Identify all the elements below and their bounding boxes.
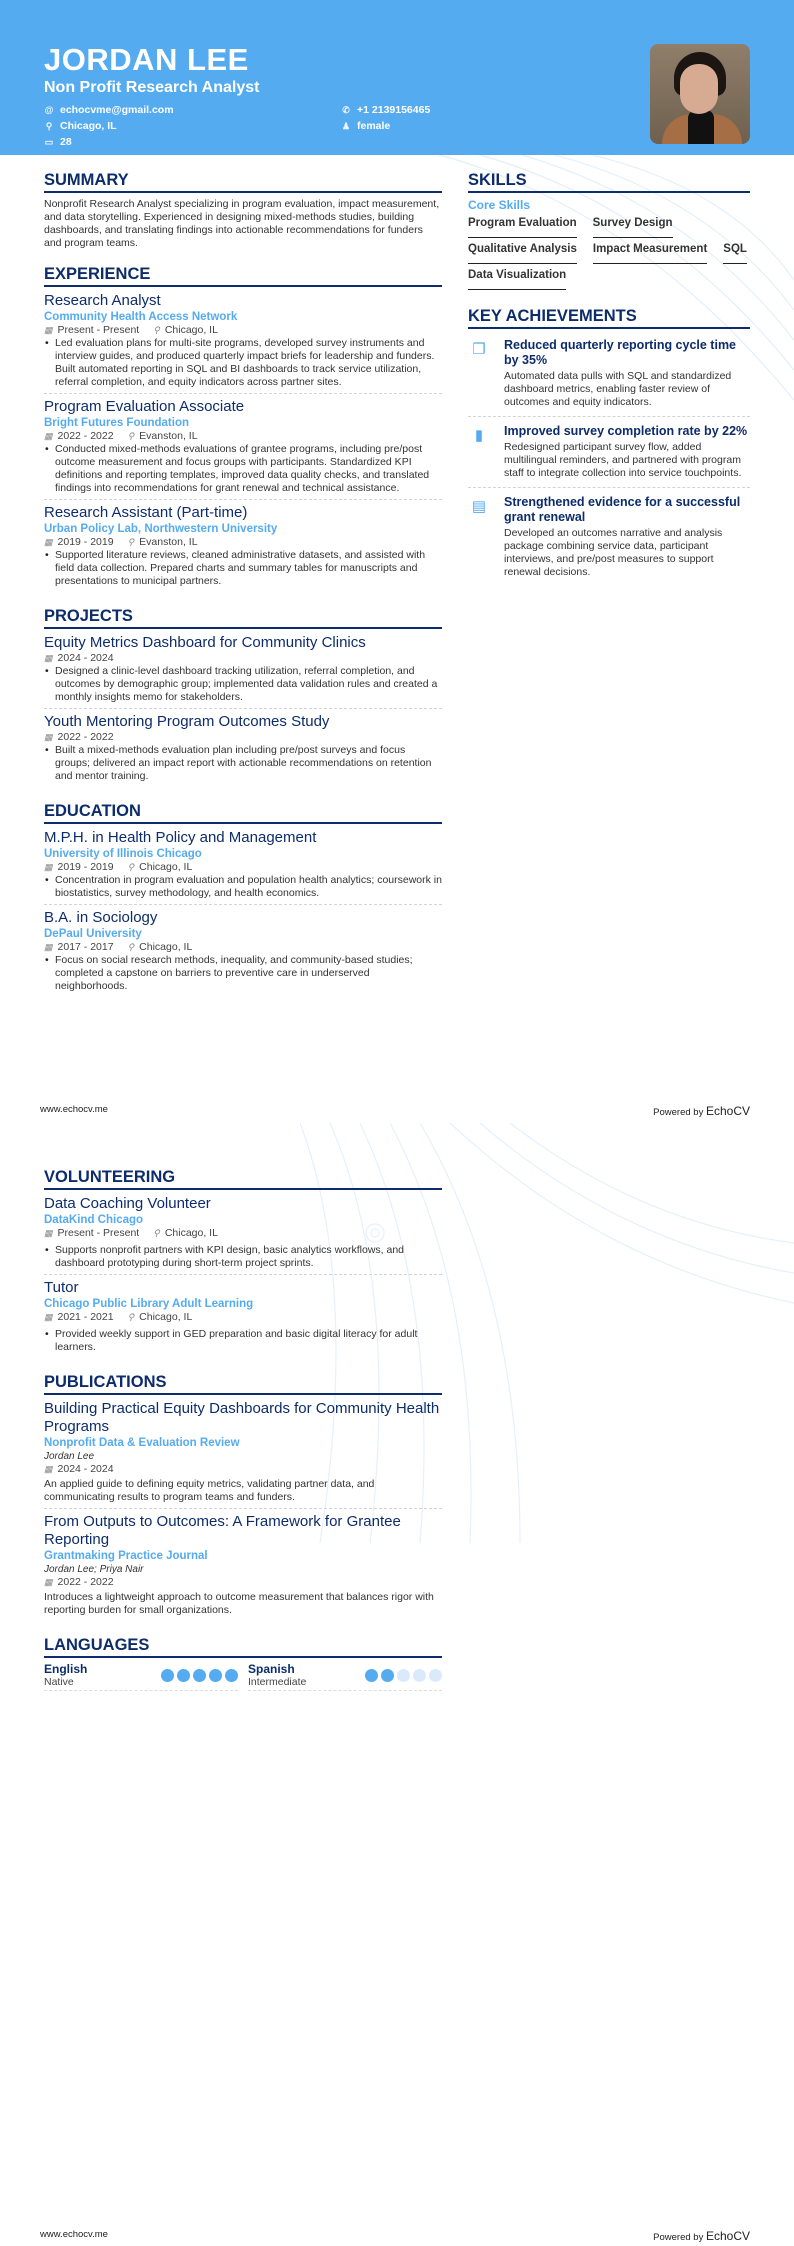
dates: Present - Present — [57, 324, 140, 336]
skill-tag: SQL — [723, 240, 747, 264]
calendar-icon: ▦ — [44, 1464, 53, 1474]
rating-dot-filled — [225, 1669, 238, 1682]
language-item — [248, 1663, 442, 1691]
rating-dot-filled — [381, 1669, 394, 1682]
language-level: Native — [44, 1676, 74, 1688]
languages-section — [44, 1635, 442, 1691]
location-pin-icon: ⚲ — [153, 1228, 160, 1238]
dates: 2024 - 2024 — [57, 1463, 114, 1475]
summary-text: Nonprofit Research Analyst specializing in program evaluation, impact measurement, and data storytelling. Experienced in designing mixed-methods studies, building dashboards, and translating findings into actionable recommendations for funders and program teams. — [44, 198, 440, 249]
skill-tag: Program Evaluation — [468, 214, 577, 238]
bullet: • Focus on social research methods, inequality, and community-based studies; completed a capstone on barriers to preventive care in underserved neighborhoods. — [44, 954, 442, 993]
volunteer-role: Tutor — [44, 1279, 79, 1296]
volunteer-role: Data Coaching Volunteer — [44, 1195, 211, 1212]
section-heading: EXPERIENCE — [44, 264, 442, 287]
section-heading: LANGUAGES — [44, 1635, 442, 1658]
education-item — [44, 909, 442, 997]
gender-text: female — [357, 120, 391, 132]
skill-tag: Impact Measurement — [593, 240, 707, 264]
footer-powered — [653, 1104, 750, 1118]
company-name: Bright Futures Foundation — [44, 417, 190, 429]
bullet: • Led evaluation plans for multi-site programs, developed survey instruments and interview guides, and produced quarterly impact briefs for leadership and funders. Built automated reporting in SQL and BI dashboards to track service utilization, referral completion, and equity indicators across partner sites. — [44, 337, 442, 389]
experience-section — [44, 264, 442, 592]
dates: Present - Present — [57, 1227, 140, 1239]
location: Evanston, IL — [139, 536, 198, 548]
skill-tag: Qualitative Analysis — [468, 240, 577, 264]
contact-location — [44, 119, 341, 133]
location-pin-icon: ⚲ — [127, 862, 135, 872]
section-heading: PUBLICATIONS — [44, 1372, 442, 1395]
publication-title: From Outputs to Outcomes: A Framework for Grantee Reporting — [44, 1513, 401, 1548]
job-title: Research Assistant (Part-time) — [44, 504, 248, 521]
location-pin-icon: ⚲ — [127, 1312, 135, 1322]
bullet: • Concentration in program evaluation and population health analytics; coursework in biostatistics, survey methodology, and health economics. — [44, 874, 442, 900]
section-heading: PROJECTS — [44, 606, 442, 629]
section-heading: VOLUNTEERING — [44, 1167, 442, 1190]
achievement-title: Reduced quarterly reporting cycle time by 35% — [504, 338, 737, 367]
achievement-title: Improved survey completion rate by 22% — [504, 424, 748, 438]
page-footer — [40, 1104, 750, 1118]
rating-dot-filled — [193, 1669, 206, 1682]
calendar-icon: ▦ — [44, 1312, 53, 1322]
publication-item — [44, 1513, 442, 1621]
calendar-icon: ▦ — [44, 537, 53, 547]
clipboard-check-icon: ❐ — [472, 341, 486, 358]
achievement-title: Strengthened evidence for a successful grant renewal — [504, 495, 741, 524]
person-icon: ♟ — [341, 120, 351, 131]
location: Chicago, IL — [164, 324, 218, 336]
bullet: • Conducted mixed-methods evaluations of grantee programs, including pre/post outcome measurement and focus groups with participants. Standardized KPI definitions and reporting templates, improved data quality checks, and translated findings into recommendations for grant renewal and technical assistance. — [44, 443, 442, 495]
project-item — [44, 634, 442, 709]
achievement-item — [468, 420, 750, 488]
contact-age — [44, 135, 341, 149]
projects-section — [44, 606, 442, 787]
volunteer-item — [44, 1195, 442, 1275]
skills-group-title: Core Skills — [468, 198, 531, 212]
achievement-item — [468, 491, 750, 586]
calendar-chart-icon: ▤ — [471, 498, 487, 515]
authors: Jordan Lee — [44, 1451, 95, 1462]
dates: 2021 - 2021 — [57, 1311, 114, 1323]
rating-dot-empty — [429, 1669, 442, 1682]
publications-section — [44, 1372, 442, 1621]
skills-section — [468, 170, 750, 292]
publication-item — [44, 1400, 442, 1509]
project-title: Equity Metrics Dashboard for Community Clinics — [44, 634, 366, 651]
skill-tag: Data Visualization — [468, 266, 566, 290]
publisher-name: Nonprofit Data & Evaluation Review — [44, 1437, 240, 1449]
achievements-section — [468, 306, 750, 586]
language-rating — [365, 1669, 442, 1682]
publication-description: Introduces a lightweight approach to outcome measurement that balances rigor with reporting burden for small organizations. — [44, 1591, 434, 1616]
section-heading: SKILLS — [468, 170, 750, 193]
project-title: Youth Mentoring Program Outcomes Study — [44, 713, 330, 730]
footer-site-link[interactable]: www.echocv.me — [40, 1104, 108, 1115]
phone-icon: ✆ — [342, 104, 350, 115]
calendar-icon: ▦ — [44, 1577, 53, 1587]
publication-description: An applied guide to defining equity metrics, validating partner data, and communicating results to program teams and funders. — [44, 1478, 375, 1503]
calendar-icon: ▦ — [44, 325, 53, 335]
calendar-icon: ▦ — [44, 653, 53, 663]
dates: 2019 - 2019 — [57, 861, 114, 873]
calendar-icon: ▦ — [44, 942, 53, 952]
school-name: University of Illinois Chicago — [44, 848, 202, 860]
page-footer — [40, 2229, 750, 2243]
powered-by-text: Powered by — [653, 2232, 704, 2243]
dates: 2019 - 2019 — [57, 536, 114, 548]
education-item — [44, 829, 442, 905]
rating-dot-filled — [209, 1669, 222, 1682]
at-icon: @ — [44, 105, 54, 115]
calendar-icon: ▦ — [44, 732, 53, 742]
footer-site-link[interactable]: www.echocv.me — [40, 2229, 108, 2240]
company-name: Community Health Access Network — [44, 311, 238, 323]
experience-item — [44, 504, 442, 592]
candidate-role: Non Profit Research Analyst — [44, 79, 260, 96]
dates: 2022 - 2022 — [57, 430, 114, 442]
volunteering-section — [44, 1167, 442, 1358]
location-text: Chicago, IL — [60, 120, 117, 132]
location: Chicago, IL — [139, 861, 193, 873]
section-heading: KEY ACHIEVEMENTS — [468, 306, 750, 329]
brand-name: EchoCV — [705, 1104, 750, 1118]
location: Chicago, IL — [164, 1227, 218, 1239]
section-heading: EDUCATION — [44, 801, 442, 824]
resume-page-2 — [0, 1123, 794, 2246]
authors: Jordan Lee; Priya Nair — [44, 1564, 144, 1575]
organization-name: Chicago Public Library Adult Learning — [44, 1298, 254, 1310]
location-pin-icon: ⚲ — [127, 537, 135, 547]
education-section — [44, 801, 442, 997]
job-title: Program Evaluation Associate — [44, 398, 245, 415]
profile-photo — [650, 44, 750, 144]
bullet: • Supports nonprofit partners with KPI design, basic analytics workflows, and dashboard prototyping during short-term project sprints. — [44, 1244, 442, 1270]
language-rating — [161, 1669, 238, 1682]
dates: 2017 - 2017 — [57, 941, 114, 953]
age-text: 28 — [60, 136, 72, 148]
location: Chicago, IL — [139, 1311, 193, 1323]
calendar-icon: ▦ — [44, 1228, 53, 1238]
summary-section — [44, 170, 442, 250]
contact-email[interactable] — [44, 103, 341, 117]
school-name: DePaul University — [44, 928, 142, 940]
section-heading: SUMMARY — [44, 170, 442, 193]
location-pin-icon: ⚲ — [45, 120, 53, 131]
skill-tag: Survey Design — [593, 214, 673, 238]
publication-title: Building Practical Equity Dashboards for Community Health Programs — [44, 1400, 440, 1435]
degree: B.A. in Sociology — [44, 909, 158, 926]
powered-by-text: Powered by — [653, 1107, 704, 1118]
rating-dot-filled — [177, 1669, 190, 1682]
rating-dot-empty — [413, 1669, 426, 1682]
bookmark-icon: ▮ — [474, 427, 484, 444]
location-pin-icon: ⚲ — [127, 942, 135, 952]
email-text: echocvme@gmail.com — [60, 104, 174, 116]
experience-item — [44, 292, 442, 394]
publisher-name: Grantmaking Practice Journal — [44, 1550, 208, 1562]
achievement-text: Developed an outcomes narrative and analysis package combining service data, participant interviews, and pre/post measures to support renewal decisions. — [504, 527, 723, 578]
rating-dot-empty — [397, 1669, 410, 1682]
location: Chicago, IL — [139, 941, 193, 953]
company-name: Urban Policy Lab, Northwestern University — [44, 523, 278, 535]
calendar-icon: ▦ — [44, 431, 53, 441]
bullet: • Designed a clinic-level dashboard tracking utilization, referral completion, and outcomes by demographic group; implemented data validation rules and created a monthly insights memo for stakeholders. — [44, 665, 442, 704]
achievement-item — [468, 334, 750, 417]
dates: 2022 - 2022 — [57, 1576, 114, 1588]
calendar-icon: ▭ — [44, 136, 54, 147]
candidate-name: JORDAN LEE — [44, 42, 249, 77]
language-level: Intermediate — [248, 1676, 307, 1688]
language-name: English — [44, 1662, 88, 1676]
dates: 2024 - 2024 — [57, 652, 114, 664]
achievement-text: Redesigned participant survey flow, added multilingual reminders, and partnered with program staff to integrate collection into service touchpoints. — [504, 441, 742, 479]
volunteer-item — [44, 1279, 442, 1358]
rating-dot-filled — [161, 1669, 174, 1682]
resume-header — [0, 0, 794, 155]
phone-text: +1 2139156465 — [357, 104, 431, 116]
contact-phone[interactable] — [341, 103, 541, 117]
location: Evanston, IL — [139, 430, 198, 442]
organization-name: DataKind Chicago — [44, 1214, 144, 1226]
rating-dot-filled — [365, 1669, 378, 1682]
project-item — [44, 713, 442, 787]
language-item — [44, 1663, 238, 1691]
calendar-icon: ▦ — [44, 862, 53, 872]
contact-gender — [341, 119, 541, 133]
bullet: • Provided weekly support in GED preparation and basic digital literacy for adult learners. — [44, 1328, 442, 1354]
dates: 2022 - 2022 — [57, 731, 114, 743]
language-name: Spanish — [248, 1662, 295, 1676]
job-title: Research Analyst — [44, 292, 161, 309]
degree: M.P.H. in Health Policy and Management — [44, 829, 317, 846]
location-pin-icon: ⚲ — [127, 431, 135, 441]
footer-powered — [653, 2229, 750, 2243]
achievement-text: Automated data pulls with SQL and standardized dashboard metrics, enabling faster review of outcomes and equity indicators. — [504, 370, 732, 408]
experience-item — [44, 398, 442, 500]
location-pin-icon: ⚲ — [153, 325, 160, 335]
brand-name: EchoCV — [705, 2229, 750, 2243]
bullet: • Supported literature reviews, cleaned administrative datasets, and assisted with field data collection. Prepared charts and summary tables for manuscripts and presentations to municipal partners. — [44, 549, 442, 588]
bullet: • Built a mixed-methods evaluation plan including pre/post surveys and focus groups; delivered an impact report with actionable recommendations on retention and mentor training. — [44, 744, 442, 783]
